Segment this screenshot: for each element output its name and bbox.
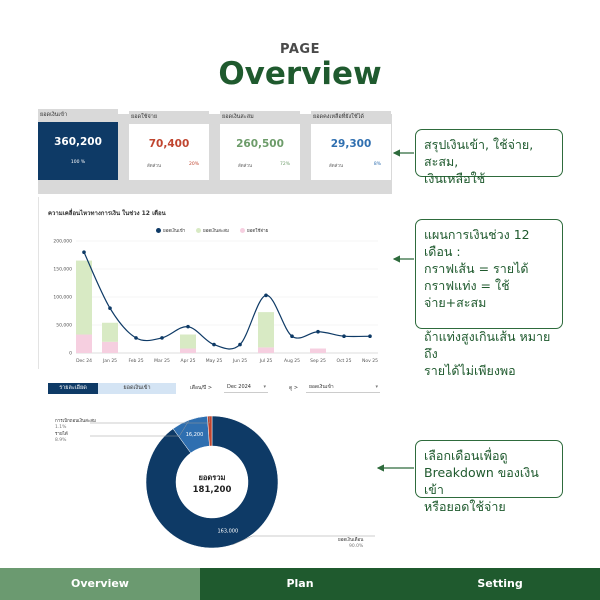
income-point <box>264 294 268 298</box>
x-tick-label: Sep 25 <box>310 359 326 364</box>
x-tick-label: Oct 25 <box>336 359 352 364</box>
kpi-income-share: 100 % <box>70 160 86 165</box>
bar-expense <box>76 335 92 353</box>
donut-label-salary <box>338 538 363 550</box>
income-point <box>316 330 320 334</box>
income-point <box>186 325 190 329</box>
x-tick-label: Nov 25 <box>362 359 378 364</box>
x-tick-label: Feb 25 <box>128 359 144 364</box>
breakdown-donut <box>40 410 380 555</box>
kpi-expense-share: 20% <box>188 162 199 167</box>
x-tick-label: Mar 25 <box>154 359 170 364</box>
view-filter-label: ดู > <box>289 385 299 391</box>
kpi-savings-card[interactable] <box>220 114 300 180</box>
x-tick-label: Dec 24 <box>76 359 92 364</box>
kpi-income-value: 360,200 <box>54 136 102 148</box>
tab-detail[interactable]: รายละเอียด <box>48 383 98 394</box>
income-point <box>134 336 138 340</box>
x-tick-label: Jul 25 <box>259 359 273 364</box>
income-line <box>84 252 370 349</box>
view-select-value: ยอดเงินเข้า <box>309 384 334 390</box>
kpi-remaining-share-label: สัดส่วน <box>329 164 344 169</box>
page-title: Overview <box>218 56 382 92</box>
donut-center-value: 181,200 <box>192 485 232 495</box>
bar-savings <box>76 261 92 335</box>
kpi-band <box>38 114 392 194</box>
kpi-expense-share-label: สัดส่วน <box>147 164 162 169</box>
income-point <box>108 306 112 310</box>
chevron-down-icon: ▾ <box>263 384 266 390</box>
nav-plan[interactable]: Plan <box>200 568 400 600</box>
kpi-income-label: ยอดเงินเข้า <box>38 109 118 122</box>
income-point <box>212 343 216 347</box>
kpi-expense-value: 70,400 <box>148 138 190 150</box>
kpi-remaining-label: ยอดคงเหลือที่ยังใช้ได้ <box>311 111 391 124</box>
kpi-savings-value: 260,500 <box>236 138 284 150</box>
income-point <box>290 334 294 338</box>
tab-income[interactable]: ยอดเงินเข้า <box>98 383 176 394</box>
callout-breakdown: เลือกเดือนเพื่อดู Breakdown ของเงินเข้า หรือยอดใช้จ่าย <box>415 440 563 498</box>
income-point <box>238 343 242 347</box>
kpi-remaining-share: 8% <box>373 162 381 167</box>
legend-label: ยอดเงินเข้า <box>163 229 186 234</box>
kpi-savings-label: ยอดเงินสะสม <box>220 111 300 124</box>
nav-setting[interactable]: Setting <box>400 568 600 600</box>
slice-pct: 1.1% <box>55 425 67 430</box>
bar-savings <box>258 312 274 347</box>
slice-pct: 90.0% <box>349 544 364 549</box>
kpi-remaining-value: 29,300 <box>330 138 372 150</box>
bar-expense <box>310 349 326 353</box>
finance-chart <box>38 197 392 369</box>
slice-value-label: 163,000 <box>217 528 239 535</box>
callout-chart: แผนการเงินช่วง 12 เดือน : กราฟเส้น = รายได้ กราฟแท่ง = ใช้จ่าย+สะสม ถ้าแท่งสูงเกินเส้น หมายถึง รายได้ไม่เพียงพอ <box>415 219 563 329</box>
legend-label: ยอดใช้จ่าย <box>247 229 269 234</box>
slice-name: การเบิกถอนเงินสะสม <box>55 419 96 424</box>
kpi-savings-share: 72% <box>279 162 290 167</box>
y-tick-label: 100,000 <box>53 295 72 301</box>
page-kicker: PAGE <box>280 42 320 57</box>
month-select-value: Dec 2024 <box>227 384 251 390</box>
donut-label-other <box>55 432 68 444</box>
kpi-expense-card[interactable] <box>129 114 209 180</box>
chevron-down-icon: ▾ <box>375 384 378 390</box>
y-tick-label: 200,000 <box>53 239 72 245</box>
legend-label: ยอดเงินสะสม <box>203 229 229 234</box>
kpi-income-card[interactable] <box>38 114 118 180</box>
y-tick-label: 0 <box>69 351 72 357</box>
bar-savings <box>180 335 196 349</box>
y-tick-label: 150,000 <box>53 267 72 273</box>
view-select[interactable] <box>306 381 380 393</box>
kpi-savings-share-label: สัดส่วน <box>238 164 253 169</box>
bar-expense <box>258 347 274 353</box>
income-point <box>342 334 346 338</box>
slice-name: รายได้ <box>55 432 68 437</box>
chart-title: ความเคลื่อนไหวทางการเงิน ในช่วง 12 เดือน <box>48 210 166 217</box>
slice-name: ยอดเงินเดือน <box>338 538 364 543</box>
bar-expense <box>180 349 196 353</box>
bar-expense <box>102 342 118 353</box>
donut-label-withdraw <box>55 419 96 431</box>
month-filter-label: เดือน/ปี > <box>190 385 213 391</box>
income-point <box>160 336 164 340</box>
x-tick-label: Aug 25 <box>284 359 300 364</box>
x-tick-label: Apr 25 <box>180 359 196 364</box>
nav-overview[interactable]: Overview <box>0 568 200 600</box>
slice-value-label: 16,200 <box>185 432 204 439</box>
callout-summary: สรุปเงินเข้า, ใช้จ่าย, สะสม, เงินเหลือใช้ <box>415 129 563 177</box>
x-tick-label: May 25 <box>205 359 223 364</box>
x-tick-label: Jun 25 <box>232 359 248 364</box>
y-tick-label: 50,000 <box>56 323 72 329</box>
bottom-nav <box>0 568 600 600</box>
income-point <box>82 250 86 254</box>
donut-hole <box>176 446 248 518</box>
donut-center-title: ยอดรวม <box>198 473 226 482</box>
kpi-expense-label: ยอดใช้จ่าย <box>129 111 209 124</box>
slice-pct: 8.9% <box>55 438 67 443</box>
month-select[interactable] <box>224 381 268 393</box>
income-point <box>368 334 372 338</box>
bar-savings <box>102 323 118 342</box>
x-tick-label: Jan 25 <box>102 359 118 364</box>
kpi-remaining-card[interactable] <box>311 114 391 180</box>
